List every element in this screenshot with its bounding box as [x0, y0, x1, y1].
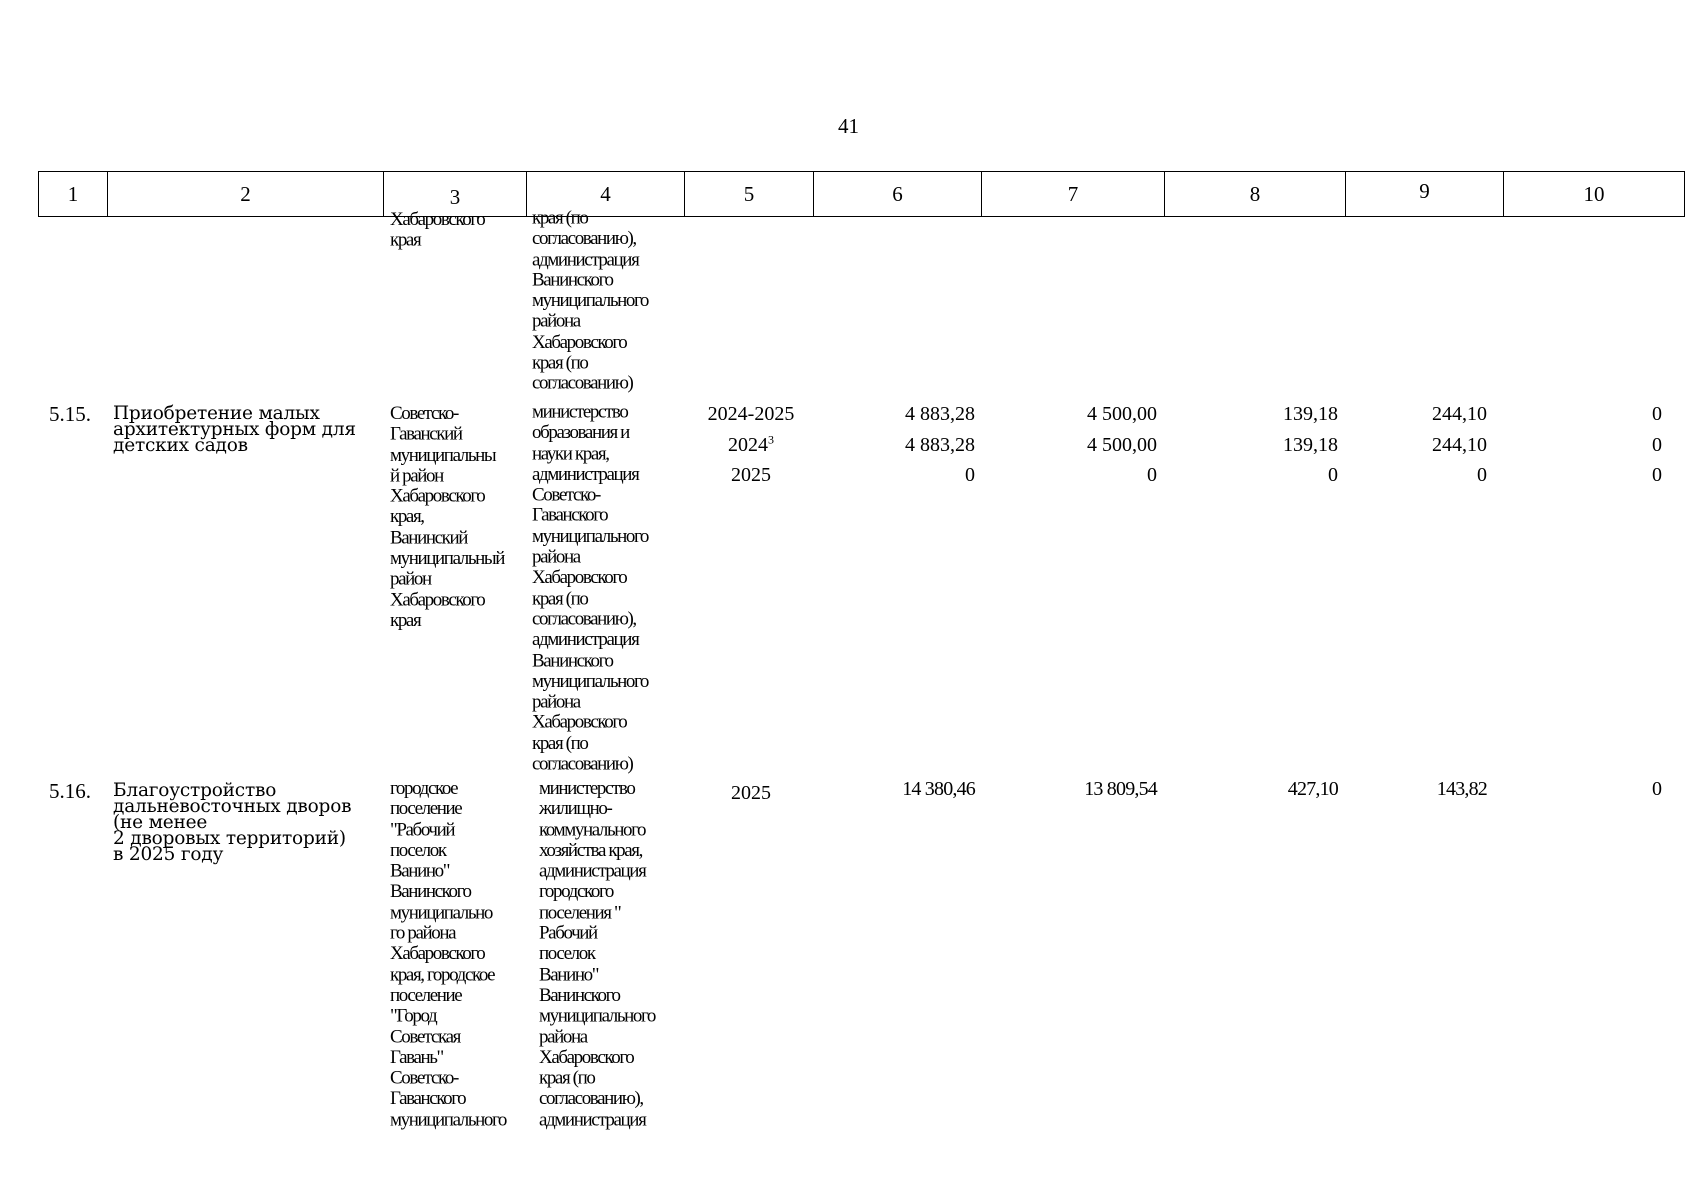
row-total: 4 883,28 4 883,28 0	[905, 403, 975, 486]
row-municipality: Советско- Гаванский муниципальны й район Хабаровского края, Ванинский муниципальный район Хабаровского края	[390, 402, 505, 632]
column-header-2: 2	[108, 172, 384, 217]
continuation-col3: Хабаровского края	[390, 208, 485, 251]
row-col8: 139,18 139,18 0	[1283, 403, 1338, 486]
column-header-table	[38, 171, 1685, 217]
row-municipality: городское поселение "Рабочий поселок Ванино" Ванинского муниципально го района Хабаровского края, городское поселение "Город Советская Гавань" Советско- Гаванского муниципального	[390, 777, 506, 1131]
row-executors: министерство образования и науки края, администрация Советско- Гаванского муниципального района Хабаровского края (по согласованию), администрация Ванинского муниципального района Хабаровского края (по согласованию)	[532, 401, 648, 775]
column-header-8: 8	[1165, 172, 1346, 217]
row-col10: 0	[1652, 778, 1662, 800]
column-header-1: 1	[39, 172, 108, 217]
row-col8: 427,10	[1287, 778, 1338, 800]
row-col9: 143,82	[1436, 778, 1487, 800]
continuation-col4: края (по согласованию), администрация Ванинского муниципального района Хабаровского края (по согласованию)	[532, 207, 648, 395]
column-header-5: 5	[685, 172, 814, 217]
column-header-7: 7	[982, 172, 1165, 217]
row-years: 2025	[731, 782, 771, 804]
page-number: 41	[838, 114, 859, 138]
column-header-4: 4	[527, 172, 685, 217]
column-header-9: 9	[1346, 172, 1504, 217]
row-col10: 0 0 0	[1652, 403, 1662, 486]
column-header-3: 3	[384, 172, 527, 217]
row-name: Благоустройство дальневосточных дворов (не менее 2 дворовых территорий) в 2025 году	[113, 780, 352, 865]
column-header-6: 6	[814, 172, 982, 217]
row-number: 5.16.	[49, 779, 91, 803]
row-col9: 244,10 244,10 0	[1432, 403, 1487, 486]
column-header-10: 10	[1504, 172, 1685, 217]
row-years: 2024-2025 2024$^3$ 2025	[707, 403, 795, 486]
row-executors: министерство жилищно- коммунального хозяйства края, администрация городского поселения " Рабочий поселок Ванино" Ванинского муниципального района Хабаровского края (по согласованию), администрация	[539, 777, 655, 1131]
row-col7: 4 500,00 4 500,00 0	[1087, 403, 1157, 486]
row-name: Приобретение малых архитектурных форм для детских садов	[113, 403, 356, 456]
row-number: 5.15.	[49, 402, 91, 426]
row-total: 14 380,46	[902, 778, 975, 800]
row-col7: 13 809,54	[1084, 778, 1157, 800]
